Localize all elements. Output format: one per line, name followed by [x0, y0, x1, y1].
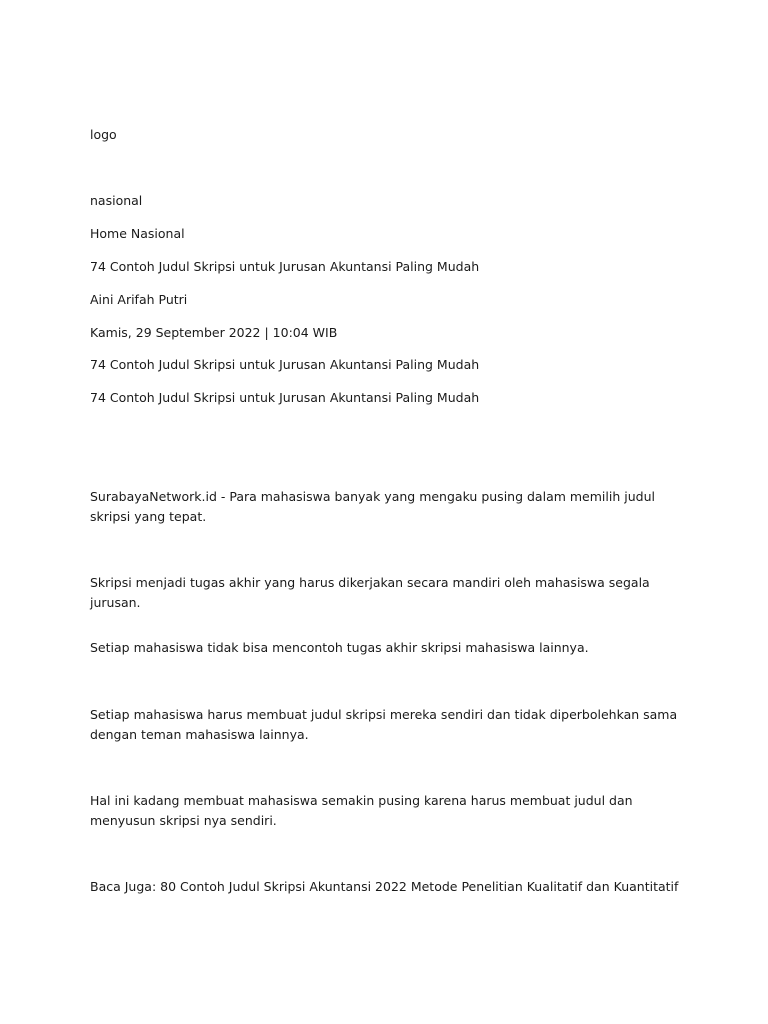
- article-paragraph: Setiap mahasiswa tidak bisa mencontoh tugas akhir skripsi mahasiswa lainnya.: [90, 640, 589, 655]
- article-datetime: Kamis, 29 September 2022 | 10:04 WIB: [90, 325, 338, 340]
- logo-placeholder: logo: [90, 127, 117, 142]
- read-also-link[interactable]: Baca Juga: 80 Contoh Judul Skripsi Akuntansi 2022 Metode Penelitian Kualitatif dan Kuantitatif: [90, 879, 679, 894]
- category-label[interactable]: nasional: [90, 193, 143, 208]
- article-paragraph: Skripsi menjadi tugas akhir yang harus dikerjakan secara mandiri oleh mahasiswa segala jurusan.: [90, 575, 650, 610]
- breadcrumb[interactable]: Home Nasional: [90, 226, 185, 241]
- article-paragraph: Hal ini kadang membuat mahasiswa semakin pusing karena harus membuat judul dan menyusun skripsi nya sendiri.: [90, 793, 633, 828]
- article-paragraph: SurabayaNetwork.id - Para mahasiswa banyak yang mengaku pusing dalam memilih judul skripsi yang tepat.: [90, 489, 655, 524]
- article-author[interactable]: Aini Arifah Putri: [90, 292, 188, 307]
- image-caption: 74 Contoh Judul Skripsi untuk Jurusan Akuntansi Paling Mudah: [90, 357, 480, 372]
- article-paragraph: Setiap mahasiswa harus membuat judul skripsi mereka sendiri dan tidak diperbolehkan sama dengan teman mahasiswa lainnya.: [90, 707, 678, 742]
- image-alt-text: 74 Contoh Judul Skripsi untuk Jurusan Akuntansi Paling Mudah: [90, 390, 480, 405]
- article-headline: 74 Contoh Judul Skripsi untuk Jurusan Akuntansi Paling Mudah: [90, 259, 480, 274]
